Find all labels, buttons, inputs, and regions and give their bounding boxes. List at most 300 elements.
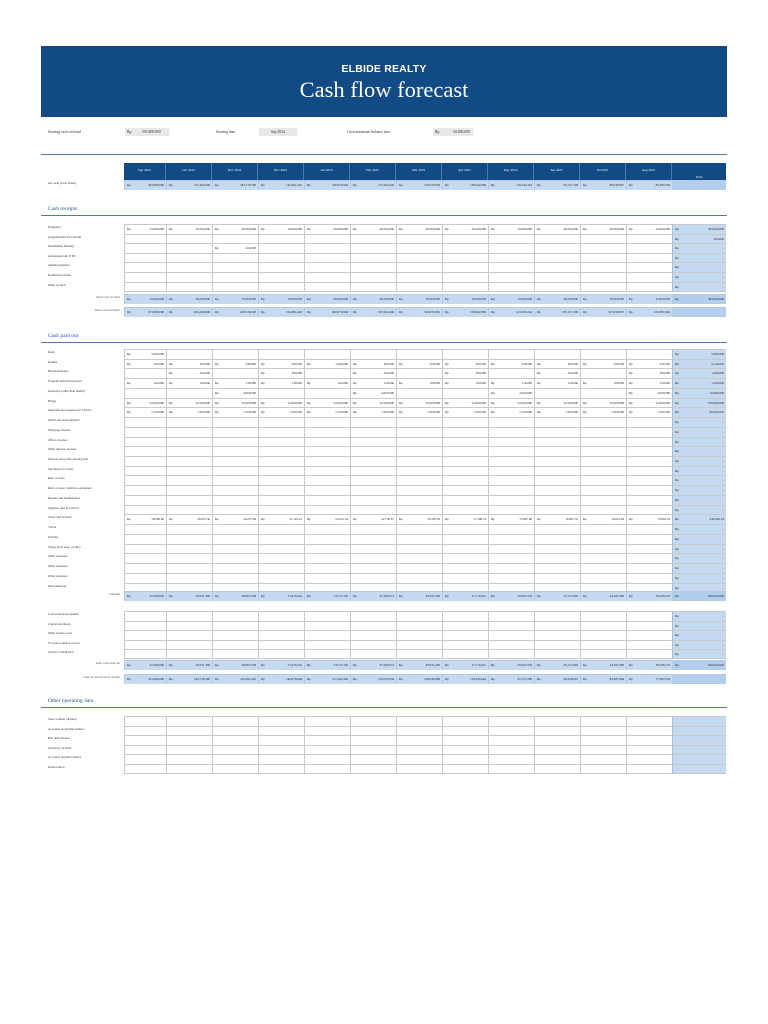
value-cell[interactable] — [304, 745, 350, 755]
value-cell[interactable] — [212, 437, 258, 447]
value-cell[interactable] — [534, 272, 580, 282]
value-cell[interactable] — [626, 262, 672, 272]
value-cell[interactable] — [124, 573, 166, 583]
value-cell[interactable] — [626, 591, 672, 601]
value-cell[interactable] — [350, 272, 396, 282]
value-cell[interactable] — [166, 660, 212, 670]
value-cell[interactable] — [580, 349, 626, 359]
value-cell[interactable] — [212, 573, 258, 583]
value-cell[interactable] — [166, 282, 212, 292]
value-cell[interactable] — [166, 674, 212, 684]
value-cell[interactable] — [626, 466, 672, 476]
value-cell[interactable] — [626, 456, 672, 466]
value-cell[interactable] — [124, 388, 166, 398]
value-cell[interactable] — [212, 745, 258, 755]
value-cell[interactable] — [442, 180, 488, 190]
value-cell[interactable] — [124, 466, 166, 476]
value-cell[interactable] — [166, 398, 212, 408]
value-cell[interactable] — [258, 534, 304, 544]
value-cell[interactable] — [166, 262, 212, 272]
value-cell[interactable] — [488, 505, 534, 515]
value-cell[interactable] — [212, 495, 258, 505]
value-cell[interactable] — [534, 446, 580, 456]
value-cell[interactable] — [396, 726, 442, 736]
value-cell[interactable] — [534, 591, 580, 601]
value-cell[interactable] — [534, 640, 580, 650]
value-cell[interactable] — [258, 544, 304, 554]
value-cell[interactable] — [580, 745, 626, 755]
value-cell[interactable] — [212, 368, 258, 378]
value-cell[interactable] — [304, 674, 350, 684]
value-cell[interactable] — [124, 307, 166, 317]
value-cell[interactable] — [124, 446, 166, 456]
value-cell[interactable] — [212, 427, 258, 437]
value-cell[interactable] — [396, 282, 442, 292]
value-cell[interactable] — [626, 272, 672, 282]
value-cell[interactable] — [488, 456, 534, 466]
value-cell[interactable] — [396, 754, 442, 764]
value-cell[interactable] — [350, 640, 396, 650]
value-cell[interactable] — [124, 534, 166, 544]
value-cell[interactable] — [580, 427, 626, 437]
value-cell[interactable] — [488, 234, 534, 244]
value-cell[interactable] — [534, 307, 580, 317]
value-cell[interactable] — [580, 359, 626, 369]
value-cell[interactable] — [626, 224, 672, 234]
value-cell[interactable] — [124, 272, 166, 282]
value-cell[interactable] — [626, 378, 672, 388]
value-cell[interactable] — [304, 611, 350, 621]
value-cell[interactable] — [212, 716, 258, 726]
value-cell[interactable] — [124, 674, 166, 684]
value-cell[interactable] — [258, 427, 304, 437]
value-cell[interactable] — [626, 243, 672, 253]
value-cell[interactable] — [304, 398, 350, 408]
value-cell[interactable] — [166, 234, 212, 244]
value-cell[interactable] — [580, 388, 626, 398]
value-cell[interactable] — [396, 427, 442, 437]
value-cell[interactable] — [212, 456, 258, 466]
value-cell[interactable] — [304, 505, 350, 515]
value-cell[interactable] — [488, 398, 534, 408]
value-cell[interactable] — [442, 466, 488, 476]
value-cell[interactable] — [534, 745, 580, 755]
value-cell[interactable] — [166, 495, 212, 505]
value-cell[interactable] — [258, 224, 304, 234]
value-cell[interactable] — [534, 573, 580, 583]
value-cell[interactable] — [166, 378, 212, 388]
value-cell[interactable] — [396, 611, 442, 621]
value-cell[interactable] — [488, 544, 534, 554]
value-cell[interactable] — [396, 660, 442, 670]
value-cell[interactable] — [166, 735, 212, 745]
value-cell[interactable] — [304, 534, 350, 544]
value-cell[interactable] — [580, 307, 626, 317]
value-cell[interactable] — [442, 398, 488, 408]
value-cell[interactable] — [350, 649, 396, 659]
value-cell[interactable] — [166, 243, 212, 253]
value-cell[interactable] — [304, 485, 350, 495]
value-cell[interactable] — [580, 398, 626, 408]
value-cell[interactable] — [396, 253, 442, 263]
value-cell[interactable] — [488, 388, 534, 398]
value-cell[interactable] — [442, 553, 488, 563]
value-cell[interactable] — [396, 735, 442, 745]
value-cell[interactable] — [580, 180, 626, 190]
value-cell[interactable] — [212, 621, 258, 631]
value-cell[interactable] — [124, 282, 166, 292]
value-cell[interactable] — [534, 514, 580, 524]
value-cell[interactable] — [350, 407, 396, 417]
value-cell[interactable] — [396, 262, 442, 272]
value-cell[interactable] — [304, 563, 350, 573]
value-cell[interactable] — [396, 674, 442, 684]
value-cell[interactable] — [488, 735, 534, 745]
value-cell[interactable] — [212, 398, 258, 408]
value-cell[interactable] — [488, 224, 534, 234]
value-cell[interactable] — [212, 660, 258, 670]
value-cell[interactable] — [124, 243, 166, 253]
value-cell[interactable] — [488, 272, 534, 282]
value-cell[interactable] — [350, 726, 396, 736]
value-cell[interactable] — [626, 514, 672, 524]
value-cell[interactable] — [626, 716, 672, 726]
value-cell[interactable] — [534, 534, 580, 544]
value-cell[interactable] — [580, 764, 626, 774]
value-cell[interactable] — [166, 649, 212, 659]
value-cell[interactable] — [396, 243, 442, 253]
value-cell[interactable] — [258, 446, 304, 456]
value-cell[interactable] — [166, 716, 212, 726]
value-cell[interactable] — [488, 368, 534, 378]
value-cell[interactable] — [488, 359, 534, 369]
value-cell[interactable] — [488, 417, 534, 427]
value-cell[interactable] — [396, 466, 442, 476]
value-cell[interactable] — [580, 475, 626, 485]
value-cell[interactable] — [396, 621, 442, 631]
value-cell[interactable] — [124, 456, 166, 466]
value-cell[interactable] — [304, 349, 350, 359]
value-cell[interactable] — [212, 544, 258, 554]
value-cell[interactable] — [534, 485, 580, 495]
value-cell[interactable] — [534, 611, 580, 621]
value-cell[interactable] — [534, 243, 580, 253]
value-cell[interactable] — [580, 514, 626, 524]
value-cell[interactable] — [166, 764, 212, 774]
value-cell[interactable] — [396, 591, 442, 601]
value-cell[interactable] — [488, 726, 534, 736]
value-cell[interactable] — [626, 505, 672, 515]
value-cell[interactable] — [304, 630, 350, 640]
value-cell[interactable] — [350, 262, 396, 272]
value-cell[interactable] — [442, 534, 488, 544]
value-cell[interactable] — [124, 621, 166, 631]
value-cell[interactable] — [304, 417, 350, 427]
value-cell[interactable] — [626, 349, 672, 359]
value-cell[interactable] — [212, 630, 258, 640]
value-cell[interactable] — [212, 524, 258, 534]
value-cell[interactable] — [350, 514, 396, 524]
value-cell[interactable] — [442, 649, 488, 659]
value-cell[interactable] — [442, 754, 488, 764]
value-cell[interactable] — [488, 716, 534, 726]
value-cell[interactable] — [212, 253, 258, 263]
value-cell[interactable] — [350, 378, 396, 388]
value-cell[interactable] — [304, 660, 350, 670]
value-cell[interactable] — [396, 180, 442, 190]
value-cell[interactable] — [534, 398, 580, 408]
value-cell[interactable] — [488, 573, 534, 583]
value-cell[interactable] — [258, 417, 304, 427]
value-cell[interactable] — [442, 475, 488, 485]
value-cell[interactable] — [442, 563, 488, 573]
value-cell[interactable] — [124, 591, 166, 601]
value-cell[interactable] — [396, 640, 442, 650]
value-cell[interactable] — [304, 234, 350, 244]
value-cell[interactable] — [534, 388, 580, 398]
value-cell[interactable] — [350, 754, 396, 764]
value-cell[interactable] — [212, 735, 258, 745]
value-cell[interactable] — [258, 640, 304, 650]
value-cell[interactable] — [304, 649, 350, 659]
value-cell[interactable] — [580, 456, 626, 466]
value-cell[interactable] — [442, 764, 488, 774]
value-cell[interactable] — [626, 611, 672, 621]
value-cell[interactable] — [212, 553, 258, 563]
value-cell[interactable] — [258, 573, 304, 583]
value-cell[interactable] — [580, 417, 626, 427]
value-cell[interactable] — [258, 262, 304, 272]
value-cell[interactable] — [212, 359, 258, 369]
value-cell[interactable] — [124, 611, 166, 621]
value-cell[interactable] — [350, 253, 396, 263]
value-cell[interactable] — [212, 407, 258, 417]
value-cell[interactable] — [350, 495, 396, 505]
value-cell[interactable] — [396, 514, 442, 524]
value-cell[interactable] — [396, 524, 442, 534]
value-cell[interactable] — [258, 649, 304, 659]
value-cell[interactable] — [580, 573, 626, 583]
starting-cash-field[interactable] — [125, 128, 169, 136]
value-cell[interactable] — [626, 735, 672, 745]
value-cell[interactable] — [124, 224, 166, 234]
value-cell[interactable] — [442, 630, 488, 640]
value-cell[interactable] — [166, 388, 212, 398]
value-cell[interactable] — [626, 640, 672, 650]
value-cell[interactable] — [534, 524, 580, 534]
value-cell[interactable] — [258, 437, 304, 447]
value-cell[interactable] — [442, 253, 488, 263]
value-cell[interactable] — [166, 640, 212, 650]
value-cell[interactable] — [166, 745, 212, 755]
value-cell[interactable] — [396, 764, 442, 774]
value-cell[interactable] — [442, 234, 488, 244]
value-cell[interactable] — [396, 544, 442, 554]
value-cell[interactable] — [124, 427, 166, 437]
value-cell[interactable] — [304, 368, 350, 378]
value-cell[interactable] — [534, 674, 580, 684]
value-cell[interactable] — [534, 180, 580, 190]
value-cell[interactable] — [212, 272, 258, 282]
value-cell[interactable] — [124, 359, 166, 369]
value-cell[interactable] — [258, 563, 304, 573]
value-cell[interactable] — [166, 611, 212, 621]
value-cell[interactable] — [580, 272, 626, 282]
value-cell[interactable] — [534, 649, 580, 659]
value-cell[interactable] — [258, 388, 304, 398]
value-cell[interactable] — [212, 640, 258, 650]
value-cell[interactable] — [442, 745, 488, 755]
value-cell[interactable] — [350, 180, 396, 190]
value-cell[interactable] — [396, 716, 442, 726]
value-cell[interactable] — [488, 524, 534, 534]
value-cell[interactable] — [580, 485, 626, 495]
value-cell[interactable] — [350, 349, 396, 359]
value-cell[interactable] — [212, 349, 258, 359]
value-cell[interactable] — [212, 294, 258, 304]
value-cell[interactable] — [396, 745, 442, 755]
value-cell[interactable] — [534, 427, 580, 437]
value-cell[interactable] — [396, 388, 442, 398]
value-cell[interactable] — [124, 735, 166, 745]
value-cell[interactable] — [442, 437, 488, 447]
value-cell[interactable] — [350, 466, 396, 476]
value-cell[interactable] — [166, 534, 212, 544]
value-cell[interactable] — [304, 735, 350, 745]
value-cell[interactable] — [166, 553, 212, 563]
value-cell[interactable] — [166, 349, 212, 359]
value-cell[interactable] — [396, 630, 442, 640]
value-cell[interactable] — [124, 485, 166, 495]
value-cell[interactable] — [580, 243, 626, 253]
value-cell[interactable] — [534, 294, 580, 304]
value-cell[interactable] — [488, 764, 534, 774]
value-cell[interactable] — [488, 553, 534, 563]
value-cell[interactable] — [626, 475, 672, 485]
value-cell[interactable] — [258, 553, 304, 563]
value-cell[interactable] — [534, 563, 580, 573]
value-cell[interactable] — [626, 726, 672, 736]
value-cell[interactable] — [488, 307, 534, 317]
value-cell[interactable] — [304, 716, 350, 726]
value-cell[interactable] — [488, 349, 534, 359]
value-cell[interactable] — [212, 243, 258, 253]
value-cell[interactable] — [350, 544, 396, 554]
value-cell[interactable] — [212, 417, 258, 427]
value-cell[interactable] — [488, 563, 534, 573]
value-cell[interactable] — [212, 307, 258, 317]
value-cell[interactable] — [350, 553, 396, 563]
value-cell[interactable] — [488, 427, 534, 437]
value-cell[interactable] — [166, 505, 212, 515]
value-cell[interactable] — [258, 349, 304, 359]
value-cell[interactable] — [166, 427, 212, 437]
value-cell[interactable] — [258, 180, 304, 190]
value-cell[interactable] — [396, 407, 442, 417]
value-cell[interactable] — [304, 388, 350, 398]
value-cell[interactable] — [626, 524, 672, 534]
value-cell[interactable] — [580, 524, 626, 534]
value-cell[interactable] — [580, 640, 626, 650]
value-cell[interactable] — [124, 716, 166, 726]
value-cell[interactable] — [258, 456, 304, 466]
value-cell[interactable] — [396, 563, 442, 573]
value-cell[interactable] — [166, 180, 212, 190]
value-cell[interactable] — [350, 573, 396, 583]
value-cell[interactable] — [124, 745, 166, 755]
value-cell[interactable] — [580, 282, 626, 292]
value-cell[interactable] — [580, 726, 626, 736]
value-cell[interactable] — [626, 573, 672, 583]
value-cell[interactable] — [534, 417, 580, 427]
value-cell[interactable] — [166, 359, 212, 369]
value-cell[interactable] — [488, 407, 534, 417]
value-cell[interactable] — [534, 475, 580, 485]
value-cell[interactable] — [534, 764, 580, 774]
value-cell[interactable] — [124, 640, 166, 650]
value-cell[interactable] — [580, 368, 626, 378]
value-cell[interactable] — [124, 514, 166, 524]
value-cell[interactable] — [488, 466, 534, 476]
value-cell[interactable] — [396, 224, 442, 234]
value-cell[interactable] — [304, 437, 350, 447]
value-cell[interactable] — [124, 368, 166, 378]
value-cell[interactable] — [442, 524, 488, 534]
value-cell[interactable] — [488, 745, 534, 755]
value-cell[interactable] — [258, 475, 304, 485]
value-cell[interactable] — [304, 754, 350, 764]
value-cell[interactable] — [488, 754, 534, 764]
value-cell[interactable] — [304, 544, 350, 554]
value-cell[interactable] — [626, 398, 672, 408]
value-cell[interactable] — [580, 674, 626, 684]
value-cell[interactable] — [212, 466, 258, 476]
value-cell[interactable] — [580, 630, 626, 640]
value-cell[interactable] — [166, 524, 212, 534]
value-cell[interactable] — [442, 726, 488, 736]
value-cell[interactable] — [124, 630, 166, 640]
value-cell[interactable] — [212, 234, 258, 244]
value-cell[interactable] — [124, 726, 166, 736]
value-cell[interactable] — [350, 621, 396, 631]
value-cell[interactable] — [212, 649, 258, 659]
value-cell[interactable] — [626, 180, 672, 190]
value-cell[interactable] — [626, 388, 672, 398]
value-cell[interactable] — [442, 660, 488, 670]
value-cell[interactable] — [488, 180, 534, 190]
value-cell[interactable] — [258, 359, 304, 369]
value-cell[interactable] — [350, 764, 396, 774]
min-balance-field[interactable] — [433, 128, 473, 136]
value-cell[interactable] — [350, 660, 396, 670]
value-cell[interactable] — [258, 272, 304, 282]
value-cell[interactable] — [258, 630, 304, 640]
value-cell[interactable] — [166, 544, 212, 554]
starting-date-field[interactable]: Sep 2024 — [259, 128, 297, 136]
value-cell[interactable] — [304, 446, 350, 456]
value-cell[interactable] — [350, 611, 396, 621]
value-cell[interactable] — [124, 505, 166, 515]
value-cell[interactable] — [442, 514, 488, 524]
value-cell[interactable] — [396, 485, 442, 495]
value-cell[interactable] — [212, 534, 258, 544]
value-cell[interactable] — [212, 674, 258, 684]
value-cell[interactable] — [442, 573, 488, 583]
value-cell[interactable] — [442, 674, 488, 684]
value-cell[interactable] — [124, 524, 166, 534]
value-cell[interactable] — [626, 294, 672, 304]
value-cell[interactable] — [396, 649, 442, 659]
